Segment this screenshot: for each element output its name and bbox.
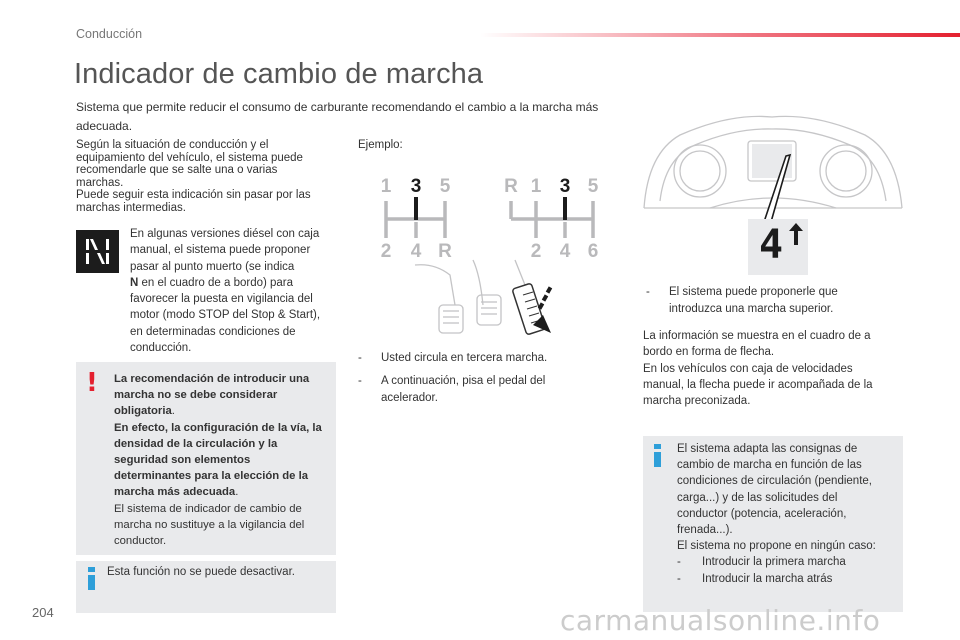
- gear-label-6: 6: [587, 241, 599, 262]
- punctuation: .: [235, 486, 239, 499]
- recommended-gear-value: 4: [759, 222, 784, 268]
- gear-label-3-active: 3: [410, 176, 422, 197]
- text-line: El sistema no propone en ningún caso:: [677, 540, 876, 553]
- text-line: manual, el sistema puede proponer: [130, 244, 311, 257]
- gear-label-2: 2: [530, 241, 542, 262]
- text-line: cambio de marcha en función de las: [677, 459, 862, 472]
- text-line: En algunas versiones diésel con caja: [130, 228, 320, 240]
- warning-text: [114, 371, 326, 549]
- intro-text: Sistema que permite reducir el consumo de carburante recomendando el cambio a la marcha más adecuada.: [76, 100, 599, 133]
- note-box: [76, 561, 336, 613]
- gear-label-5: 5: [439, 176, 451, 197]
- note-text: Esta función no se puede desactivar.: [107, 566, 295, 578]
- text-line: bordo en forma de flecha.: [643, 346, 775, 359]
- text-fragment: en el cuadro de a bordo) para: [138, 276, 294, 289]
- gear-label-3-active: 3: [559, 176, 571, 197]
- list-item-text: Introducir la primera marcha: [702, 556, 846, 569]
- info-box: [643, 436, 903, 612]
- list-item: [677, 571, 897, 587]
- text-line: En los vehículos con caja de velocidades: [643, 362, 853, 375]
- text-line: frenada...).: [677, 524, 733, 537]
- bullet-dash: -: [677, 572, 681, 585]
- text-line: manual, la flecha puede ir acompañada de la: [643, 378, 873, 391]
- gear-label-r: R: [438, 241, 452, 262]
- text-line: conductor (potencia, aceleración,: [677, 507, 847, 520]
- list-item: [358, 373, 588, 406]
- list-item: [358, 350, 618, 367]
- list-item-text: El sistema puede proponerle que introduzca una marcha superior.: [669, 286, 838, 315]
- text-line: El sistema adapta las consignas de: [677, 443, 858, 455]
- page-title: Indicador de cambio de marcha: [74, 58, 484, 90]
- example-label: Ejemplo:: [358, 139, 403, 151]
- list-item: [646, 284, 886, 317]
- info-text: [677, 441, 897, 587]
- text-line: Puede seguir esta indicación sin pasar por las: [76, 189, 311, 201]
- header-rule: [480, 33, 960, 37]
- gear-gate-1: [381, 176, 452, 262]
- warning-bold-1: La recomendación de introducir una marcha no se debe considerar obligatoria: [114, 373, 310, 418]
- text-line: marchas intermedias.: [76, 201, 186, 214]
- pedals-illustration: [415, 260, 527, 333]
- bullet-dash: -: [646, 286, 650, 298]
- text-line: recomendarle que se salte una o varias: [76, 164, 278, 176]
- warning-bold-2: En efecto, la configuración de la vía, la densidad de la circulación y la seguridad son elementos determinantes para la elección de la marcha más adecuada: [114, 421, 322, 499]
- gear-example-illustration: [355, 165, 625, 350]
- text-line: marchas.: [76, 176, 124, 189]
- text-line: motor (modo STOP del Stop & Start),: [130, 309, 321, 322]
- paragraph-neutral: [130, 226, 338, 356]
- text-line: pasar al punto muerto (se indica: [130, 260, 295, 273]
- list-item-text: Usted circula en tercera marcha.: [381, 352, 548, 364]
- neutral-indicator-icon: [76, 230, 119, 273]
- gear-label-r: R: [504, 176, 518, 197]
- gear-label-2: 2: [380, 241, 392, 262]
- gear-label-4: 4: [410, 241, 422, 262]
- text-line: conducción.: [130, 342, 192, 355]
- text-line: favorecer la puesta en vigilancia del: [130, 293, 313, 306]
- gear-label-4: 4: [559, 241, 571, 262]
- gear-label-1: 1: [380, 176, 392, 197]
- list-item-text: Introducir la marcha atrás: [702, 572, 833, 585]
- page-number: 204: [32, 605, 54, 620]
- text-line: equipamiento del vehículo, el sistema puede: [76, 151, 303, 164]
- punctuation: .: [171, 405, 175, 418]
- warning-icon: !: [86, 368, 98, 398]
- list-item: [677, 554, 897, 570]
- gear-label-5: 5: [587, 176, 599, 197]
- paragraph-gear-skip: [76, 139, 331, 214]
- gear-gate-2: [504, 176, 599, 262]
- gear-display: [751, 221, 807, 271]
- text-line: marcha preconizada.: [643, 395, 751, 408]
- bullet-dash: -: [358, 375, 362, 387]
- text-line: La información se muestra en el cuadro de a: [643, 330, 871, 342]
- gear-label-1: 1: [530, 176, 542, 197]
- paragraph-display-info: [643, 328, 903, 409]
- text-line: [130, 275, 338, 291]
- bullet-dash: -: [358, 352, 362, 364]
- warning-plain: El sistema de indicador de cambio de marcha no sustituye a la vigilancia del conductor.: [114, 502, 305, 548]
- text-line: carga...) y de las solicitudes del: [677, 491, 838, 504]
- text-line: en determinadas condiciones de: [130, 325, 296, 338]
- neutral-letter: N: [130, 276, 139, 289]
- text-line: Según la situación de conducción y el: [76, 139, 269, 151]
- bullet-dash: -: [677, 556, 681, 569]
- watermark: carmanualsonline.info: [560, 604, 881, 637]
- text-line: condiciones de circulación (pendiente,: [677, 475, 872, 488]
- shift-up-arrow-icon: [789, 223, 803, 245]
- warning-box: [76, 362, 336, 555]
- list-item-text: A continuación, pisa el pedal del acelerador.: [381, 375, 546, 404]
- section-title: Conducción: [76, 27, 143, 41]
